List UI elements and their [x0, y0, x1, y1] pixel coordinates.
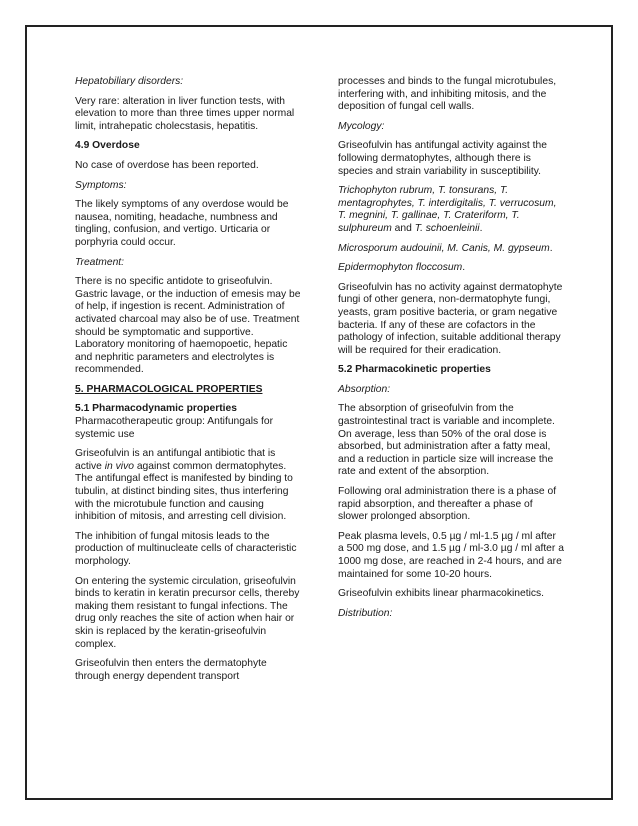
overdose-text: No case of overdose has been reported.: [75, 159, 259, 171]
absorption-heading: Absorption:: [338, 383, 391, 395]
distribution-heading: Distribution:: [338, 607, 393, 619]
absorption-paragraph-3: Peak plasma levels, 0.5 µg / ml-1.5 µg / ml after a 500 mg dose, and 1.5 µg / ml-3.0 µg / ml after a 1000 mg dose, are reached in 2-4 hours, and are maintained for some 10-20 hours.: [338, 530, 564, 580]
pharmacokinetic-heading: 5.2 Pharmacokinetic properties: [338, 364, 491, 376]
mycology-heading: Mycology:: [338, 120, 385, 132]
pharmacodynamic-paragraph-4: Griseofulvin then enters the dermatophyte through energy dependent transport: [75, 658, 267, 682]
hepatobiliary-heading: Hepatobiliary disorders:: [75, 76, 184, 87]
right-column: [338, 76, 564, 627]
overdose-heading: 4.9 Overdose: [75, 140, 140, 152]
absorption-paragraph-2: Following oral administration there is a phase of rapid absorption, and thereafter a phase of slower prolonged absorption.: [338, 486, 557, 523]
mycology-text: Griseofulvin has antifungal activity against the following dermatophytes, although there is species and strain variability in susceptibility.: [338, 140, 547, 177]
section5-heading: 5. PHARMACOLOGICAL PROPERTIES: [75, 383, 263, 395]
no-activity-text: Griseofulvin has no activity against dermatophyte fungi of other genera, non-dermatophyte fungi, yeasts, gram positive bacteria, or gram negative bacteria. If any of these are cofactors in the pathology of infection, suitable additional therapy will be required for their eradication.: [338, 281, 563, 356]
epidermophyton-list: Epidermophyton floccosum.: [338, 262, 466, 274]
left-column: [75, 76, 303, 690]
trichophyton-list: Trichophyton rubrum, T. tonsurans, T. mentagrophytes, T. interdigitalis, T. verrucosum, T. megnini, T. gallinae, T. Crateriform, T. sulphureum and T. schoenleinii.: [338, 185, 557, 234]
symptoms-heading: Symptoms:: [75, 179, 127, 191]
microsporum-list: Microsporum audouinii, M. Canis, M. gypseum.: [338, 242, 553, 254]
absorption-paragraph-4: Griseofulvin exhibits linear pharmacokinetics.: [338, 588, 545, 600]
pharmacodynamic-heading: 5.1 Pharmacodynamic properties: [75, 403, 237, 415]
absorption-paragraph-1: The absorption of griseofulvin from the gastrointestinal tract is variable and incomplete. On average, less than 50% of the oral dose is absorbed, but administration after a fatty meal, and a reduction in particle size will increase the rate and extent of the absorption.: [338, 403, 555, 478]
hepatobiliary-text: Very rare: alteration in liver function tests, with elevation to more than three times upper normal limit, intrahepatic cholecstasis, hepatitis.: [75, 95, 295, 132]
pharmacotherapeutic-group: Pharmacotherapeutic group: Antifungals for systemic use: [75, 416, 274, 440]
pharmacodynamic-paragraph-1: Griseofulvin is an antifungal antibiotic that is active in vivo against common dermatophytes. The antifungal effect is manifested by binding to tubulin, at distinct binding sites, thus interfering with the microtubule function and causing inhibition of mitosis, and arresting cell division.: [75, 448, 293, 523]
pharmacodynamic-paragraph-2: The inhibition of fungal mitosis leads to the production of multinucleate cells of characteristic morphology.: [75, 530, 297, 567]
symptoms-text: The likely symptoms of any overdose would be nausea, nomiting, headache, numbness and tingling, confusion, and vertigo. Urticaria or porphyria could occur.: [75, 199, 289, 248]
pharmacodynamic-paragraph-3: On entering the systemic circulation, griseofulvin binds to keratin in keratin precursor cells, thereby making them resistant to fungal infections. The drug only reaches the site of action when hair or skin is replaced by the keratin-griseofulvin complex.: [75, 575, 300, 650]
continued-text: processes and binds to the fungal microtubules, interfering with, and inhibiting mitosis, and the deposition of fungal cell walls.: [338, 76, 557, 113]
treatment-heading: Treatment:: [75, 256, 125, 268]
treatment-text: There is no specific antidote to griseofulvin. Gastric lavage, or the induction of emesis may be of help, if ingestion is recent. Administration of activated charcoal may also be of use. Treatment should be symptomatic and supportive. Laboratory monitoring of haemopoetic, hepatic and nephritic parameters and electrolytes is recommended.: [75, 276, 301, 376]
